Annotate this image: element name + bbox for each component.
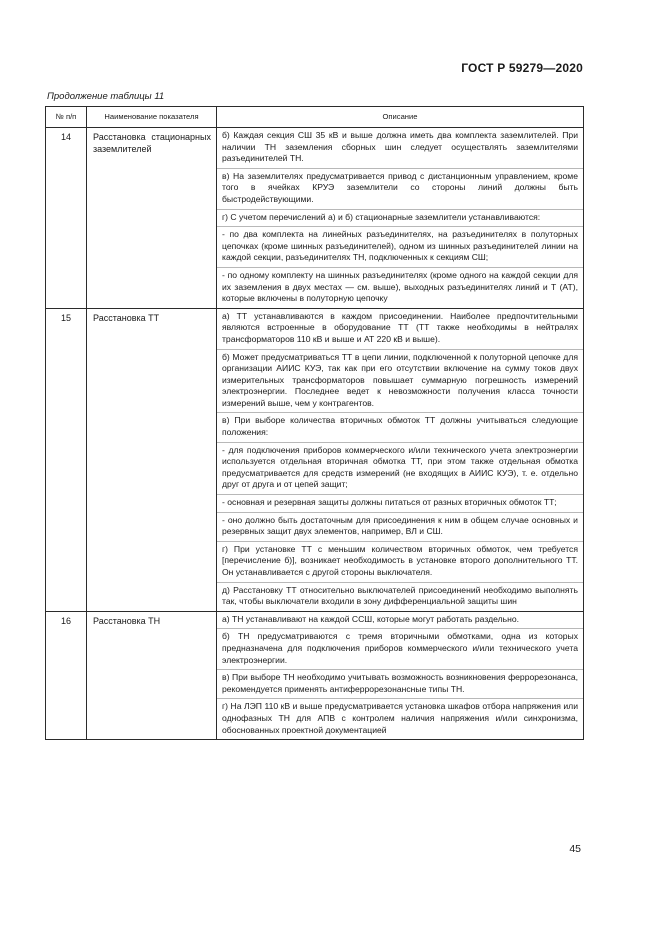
description-paragraph: в) При выборе ТН необходимо учитывать возможность возникновения феррорезонанса, рекомендуется применять антиферрорезонансные типы ТН. <box>217 670 583 699</box>
table-caption: Продолжение таблицы 11 <box>47 91 165 102</box>
table-row <box>46 128 584 309</box>
description-paragraph: г) С учетом перечислений а) и б) стационарные заземлители устанавливаются: <box>217 210 583 228</box>
description-cell <box>217 611 584 739</box>
description-paragraph: - по одному комплекту на шинных разъединителях (кроме одного на каждой секции для их заземления в двух местах — см. выше), выходных разъединителях линий и Т (АТ), которые включены в полуторную цепочку <box>222 269 578 304</box>
indicator-name: Расстановка ТТ <box>87 308 217 611</box>
indicator-name: Расстановка стационарных заземлителей <box>87 128 217 309</box>
description-paragraph: - основная и резервная защиты должны питаться от разных вторичных обмоток ТТ; <box>217 495 583 513</box>
description-paragraph: - оно должно быть достаточным для присоединения к ним в общем случае основных и резервных защит двух элементов, например, ВЛ и СШ. <box>217 513 583 542</box>
indicator-name: Расстановка ТН <box>87 611 217 739</box>
description-paragraph: б) Может предусматриваться ТТ в цепи линии, подключенной к полуторной цепочке для организации АИИС КУЭ, так как при его отсутствии включение на сумму токов двух измерительных трансформаторов повышает суммарную погрешность измерений электроэнергии. Последнее ведет к невозможности получения класса точности измерений выше, чем у контрагентов. <box>217 350 583 414</box>
description-paragraph: - для подключения приборов коммерческого и/или технического учета электроэнергии используется отдельная вторичная обмотка ТТ, при этом также отдельная обмотка предусматривается для средств измерений (не входящих в АИИС КУЭ), т. е. отдельно друг от друга и от цепей защит; <box>217 443 583 495</box>
column-header-description: Описание <box>217 107 584 128</box>
description-paragraph: б) ТН предусматриваются с тремя вторичными обмотками, одна из которых предназначена для подключения приборов коммерческого и/или технического учета электроэнергии. <box>217 629 583 670</box>
description-paragraph: д) Расстановку ТТ относительно выключателей присоединений необходимо выполнять так, чтобы выключатели входили в зону дифференциальной защиты шин <box>222 584 578 607</box>
description-paragraph: - по два комплекта на линейных разъединителях, на разъединителях в полуторных цепочках (кроме шинных разъединителей), одном из шинных разъединителей линии на каждой секции, разъединителях ТН, подключенных к секциям СШ; <box>217 227 583 268</box>
row-number: 15 <box>46 308 87 611</box>
column-header-number: № п/п <box>46 107 87 128</box>
description-paragraph: в) При выборе количества вторичных обмоток ТТ должны учитываться следующие положения: <box>217 413 583 442</box>
page-number: 45 <box>569 843 581 855</box>
description-paragraph: а) ТН устанавливают на каждой ССШ, которые могут работать раздельно. <box>217 612 583 630</box>
requirements-table <box>45 106 584 740</box>
description-cell <box>217 308 584 611</box>
table-row <box>46 308 584 611</box>
description-paragraph: г) На ЛЭП 110 кВ и выше предусматривается установка шкафов отбора напряжения или однофазных ТН для АПВ с контролем наличия напряжения и/или синхронизма, обоснованных проектной документацией <box>222 701 578 735</box>
description-cell <box>217 128 584 309</box>
description-paragraph: г) При установке ТТ с меньшим количеством вторичных обмоток, чем требуется [перечисление б)], возникает необходимость в установке второго дополнительного ТТ. Он устанавливается с другой стороны выключателя. <box>217 542 583 583</box>
document-code: ГОСТ Р 59279—2020 <box>461 61 583 75</box>
description-paragraph: а) ТТ устанавливаются в каждом присоединении. Наиболее предпочтительными являются встроенные в оборудование ТТ (ТТ также необходимы в нейтралях трансформаторов 110 кВ и выше и АТ 220 кВ и выше). <box>217 309 583 350</box>
table-row <box>46 611 584 739</box>
description-paragraph: в) На заземлителях предусматривается привод с дистанционным управлением, кроме того в ячейках КРУЭ заземлители со стороны линий должны быть быстродействующими. <box>217 169 583 210</box>
row-number: 14 <box>46 128 87 309</box>
description-paragraph: б) Каждая секция СШ 35 кВ и выше должна иметь два комплекта заземлителей. При наличии ТН заземления сборных шин следует осуществлять заземлителями разъединителей ТН. <box>217 128 583 169</box>
row-number: 16 <box>46 611 87 739</box>
table-header-row <box>46 107 584 128</box>
column-header-indicator: Наименование показателя <box>87 107 217 128</box>
